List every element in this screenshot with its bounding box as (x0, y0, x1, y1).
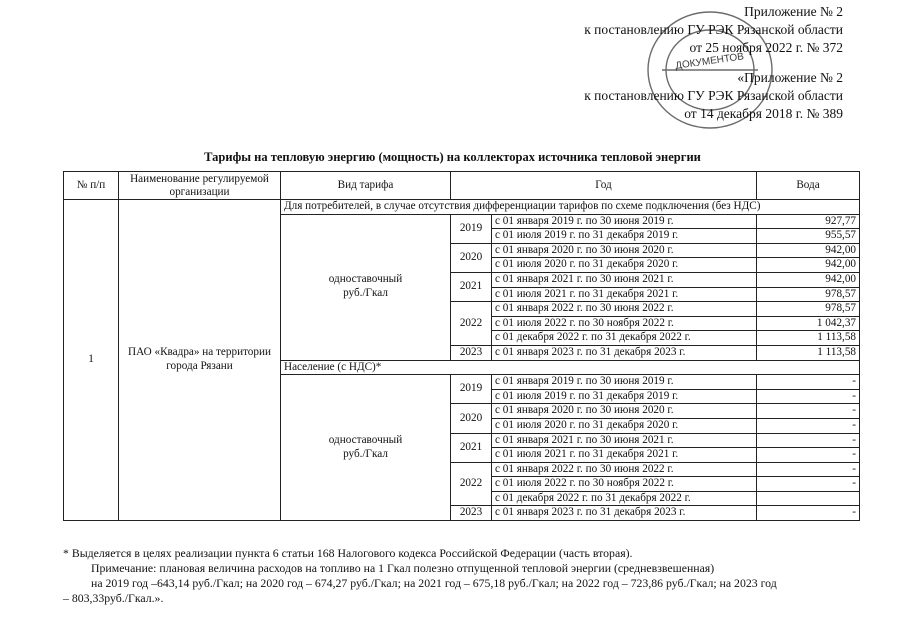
value-cell: - (757, 506, 860, 521)
header-water: Вода (757, 172, 860, 200)
year-cell: 2022 (451, 462, 492, 506)
year-cell: 2021 (451, 433, 492, 462)
header-tariff-type: Вид тарифа (281, 172, 451, 200)
table-title: Тарифы на тепловую энергию (мощность) на коллекторах источника тепловой энергии (204, 150, 701, 164)
value-cell: 1 113,58 (757, 331, 860, 346)
period-cell: с 01 января 2019 г. по 30 июня 2019 г. (492, 375, 757, 390)
year-cell: 2023 (451, 345, 492, 360)
period-cell: с 01 июля 2021 г. по 31 декабря 2021 г. (492, 287, 757, 302)
tariff-type: одноставочный руб./Гкал (281, 375, 451, 521)
value-cell (757, 491, 860, 506)
value-cell: - (757, 389, 860, 404)
value-cell: 955,57 (757, 229, 860, 244)
period-cell: с 01 января 2019 г. по 30 июня 2019 г. (492, 214, 757, 229)
header-num: № п/п (64, 172, 119, 200)
table-body (64, 200, 860, 521)
period-cell: с 01 января 2022 г. по 30 июня 2022 г. (492, 302, 757, 317)
period-cell: с 01 января 2023 г. по 31 декабря 2023 г. (492, 506, 757, 521)
resolution-date: от 25 ноября 2022 г. № 372 (689, 40, 843, 55)
resolution-ref-old: к постановлению ГУ РЭК Рязанской области (584, 88, 843, 103)
period-cell: с 01 декабря 2022 г. по 31 декабря 2022 г. (492, 491, 757, 506)
section-title: Население (с НДС)* (281, 360, 860, 375)
year-cell: 2019 (451, 375, 492, 404)
period-cell: с 01 июля 2020 г. по 31 декабря 2020 г. (492, 418, 757, 433)
period-cell: с 01 января 2021 г. по 30 июня 2021 г. (492, 433, 757, 448)
period-cell: с 01 января 2022 г. по 30 июня 2022 г. (492, 462, 757, 477)
header-year: Год (451, 172, 757, 200)
section-row (64, 200, 860, 215)
year-cell: 2023 (451, 506, 492, 521)
section-title: Для потребителей, в случае отсутствия дифференциации тарифов по схеме подключения (без НДС) (281, 200, 860, 215)
period-cell: с 01 июля 2022 г. по 30 ноября 2022 г. (492, 477, 757, 492)
value-cell: - (757, 375, 860, 390)
value-cell: - (757, 462, 860, 477)
value-cell: 1 113,58 (757, 345, 860, 360)
value-cell: 942,00 (757, 243, 860, 258)
value-cell: 942,00 (757, 258, 860, 273)
period-cell: с 01 января 2020 г. по 30 июня 2020 г. (492, 404, 757, 419)
value-cell: 942,00 (757, 272, 860, 287)
note-line-1: Примечание: плановая величина расходов на топливо на 1 Гкал полезно отпущенной тепловой энергии (средневзвешенная) (91, 561, 715, 575)
note-line-3: – 803,33руб./Гкал.». (63, 591, 164, 605)
year-cell: 2021 (451, 272, 492, 301)
value-cell: - (757, 418, 860, 433)
organization-name: ПАО «Квадра» на территории города Рязани (119, 200, 281, 521)
tariff-table (63, 171, 860, 521)
footnote-asterisk: * Выделяется в целях реализации пункта 6 статьи 168 Налогового кодекса Российской Федерации (часть вторая). (63, 546, 633, 560)
value-cell: - (757, 448, 860, 463)
year-cell: 2022 (451, 302, 492, 346)
period-cell: с 01 января 2023 г. по 31 декабря 2023 г. (492, 345, 757, 360)
period-cell: с 01 июля 2019 г. по 31 декабря 2019 г. (492, 229, 757, 244)
period-cell: с 01 июля 2019 г. по 31 декабря 2019 г. (492, 389, 757, 404)
appendix-label: Приложение № 2 (744, 4, 843, 19)
value-cell: - (757, 404, 860, 419)
note-line-2: на 2019 год –643,14 руб./Гкал; на 2020 год – 674,27 руб./Гкал; на 2021 год – 675,18 руб./Гкал; на 2022 год – 723,86 руб./Гкал; на 2023 год (91, 576, 777, 590)
value-cell: 1 042,37 (757, 316, 860, 331)
period-cell: с 01 января 2020 г. по 30 июня 2020 г. (492, 243, 757, 258)
period-cell: с 01 января 2021 г. по 30 июня 2021 г. (492, 272, 757, 287)
value-cell: - (757, 477, 860, 492)
year-cell: 2019 (451, 214, 492, 243)
appendix-label-old: «Приложение № 2 (737, 70, 843, 85)
value-cell: 978,57 (757, 302, 860, 317)
value-cell: - (757, 433, 860, 448)
period-cell: с 01 июля 2020 г. по 31 декабря 2020 г. (492, 258, 757, 273)
row-number: 1 (64, 200, 119, 521)
value-cell: 927,77 (757, 214, 860, 229)
stamp-text: ДОКУМЕНТОВ (674, 51, 745, 72)
period-cell: с 01 июля 2021 г. по 31 декабря 2021 г. (492, 448, 757, 463)
resolution-date-old: от 14 декабря 2018 г. № 389 (684, 106, 843, 121)
value-cell: 978,57 (757, 287, 860, 302)
period-cell: с 01 июля 2022 г. по 30 ноября 2022 г. (492, 316, 757, 331)
year-cell: 2020 (451, 243, 492, 272)
period-cell: с 01 декабря 2022 г. по 31 декабря 2022 г. (492, 331, 757, 346)
header-organization: Наименование регулируемой организации (119, 172, 281, 200)
tariff-type: одноставочный руб./Гкал (281, 214, 451, 360)
resolution-ref: к постановлению ГУ РЭК Рязанской области (584, 22, 843, 37)
year-cell: 2020 (451, 404, 492, 433)
